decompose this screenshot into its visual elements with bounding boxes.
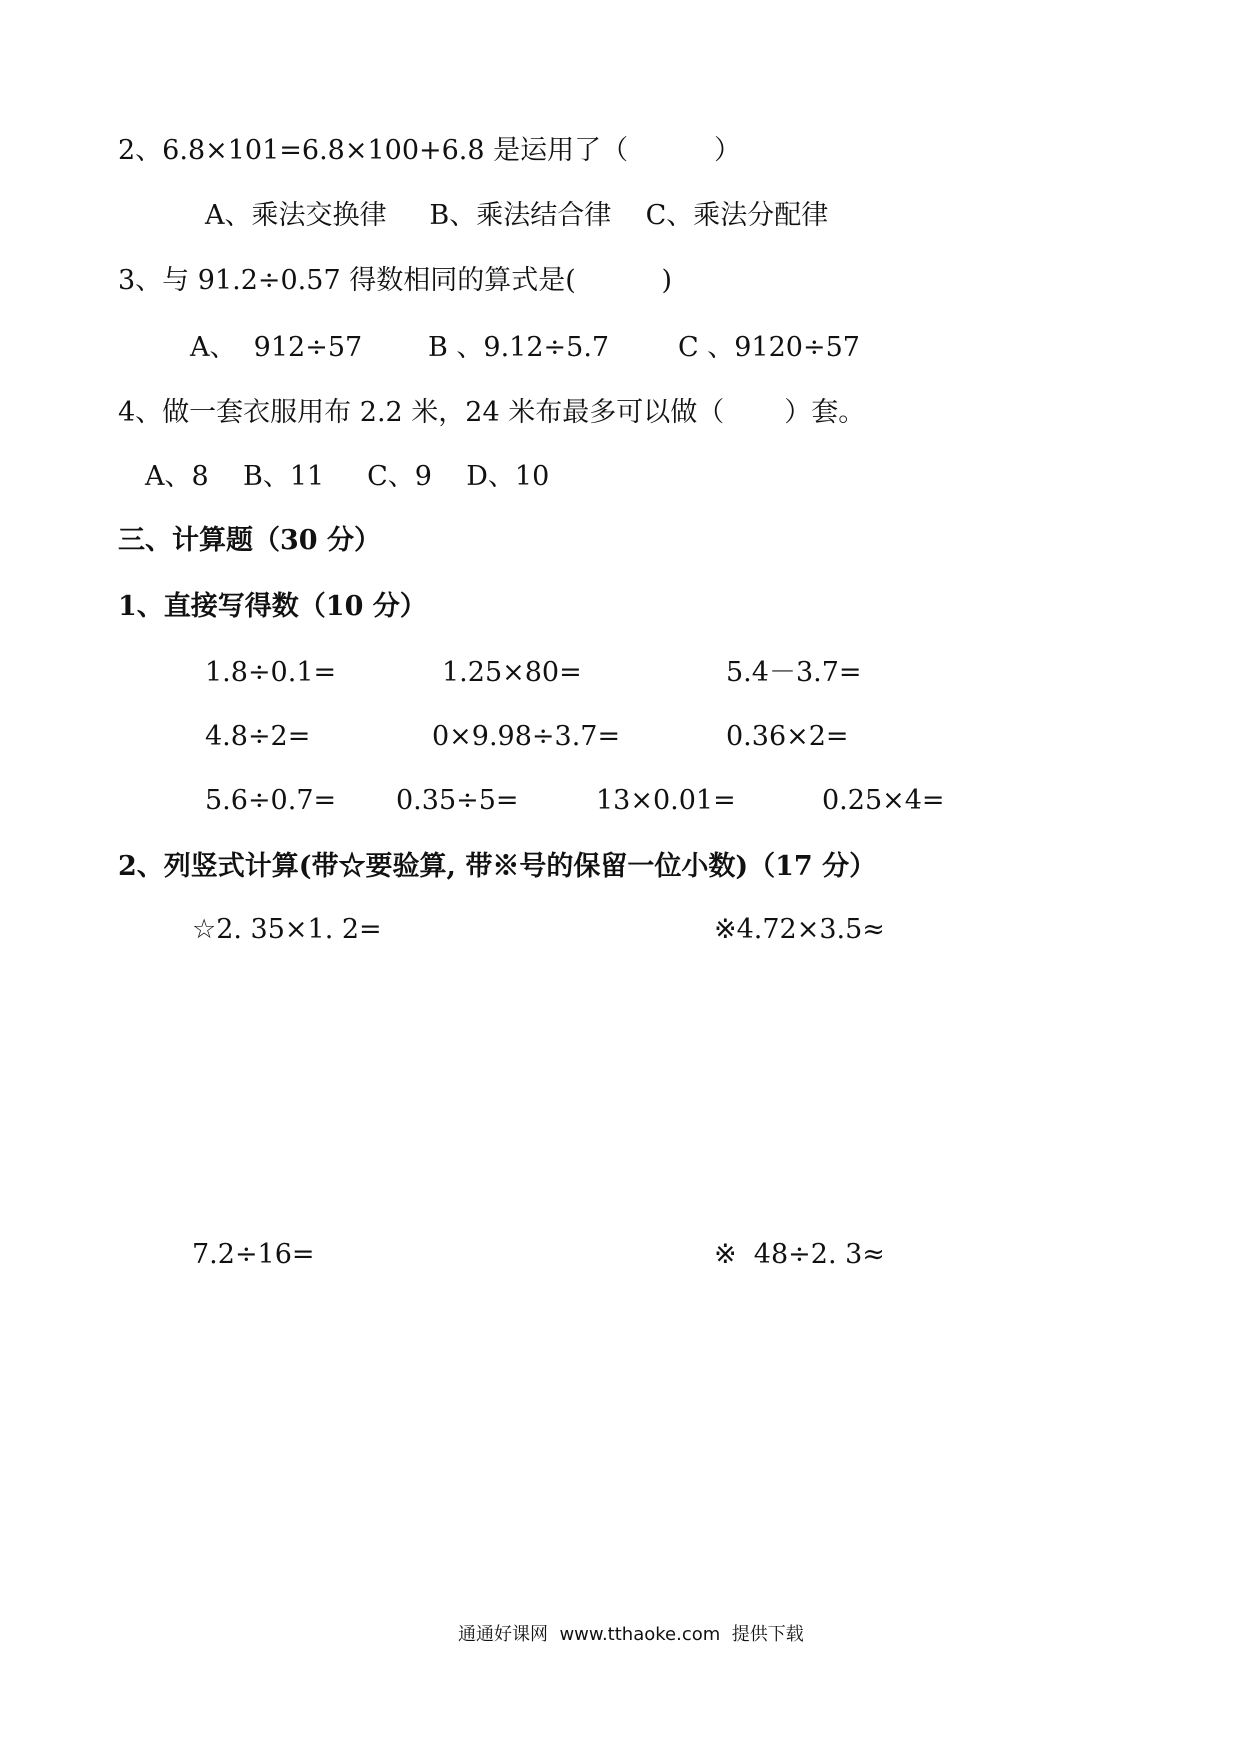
part-2-title: 2、列竖式计算(带☆要验算, 带※号的保留一位小数)（17 分） bbox=[118, 851, 877, 882]
question-2-stem: 2、6.8×101=6.8×100+6.8 是运用了（ ） bbox=[118, 135, 741, 166]
part-1-title: 1、直接写得数（10 分） bbox=[118, 591, 427, 622]
question-3-option-c: C 、9120÷57 bbox=[678, 332, 860, 363]
vertical-calc-item: 7.2÷16= bbox=[192, 1239, 315, 1270]
mental-calc-item: 0.36×2= bbox=[726, 721, 849, 752]
mental-calc-item: 0×9.98÷3.7= bbox=[432, 721, 621, 752]
mental-calc-item: 13×0.01= bbox=[596, 785, 736, 816]
mental-calc-item: 5.4－3.7= bbox=[726, 657, 862, 688]
mental-calc-item: 1.25×80= bbox=[442, 657, 582, 688]
mental-calc-item: 0.25×4= bbox=[822, 785, 945, 816]
page-footer: 通通好课网 www.tthaoke.com 提供下载 bbox=[458, 1624, 804, 1645]
mental-calc-item: 0.35÷5= bbox=[396, 785, 519, 816]
question-2-options: A、乘法交换律 B、乘法结合律 C、乘法分配律 bbox=[205, 200, 829, 231]
question-3-stem: 3、与 91.2÷0.57 得数相同的算式是( ) bbox=[118, 265, 673, 296]
mental-calc-item: 1.8÷0.1= bbox=[205, 657, 337, 688]
question-4-stem: 4、做一套衣服用布 2.2 米，24 米布最多可以做（ ）套。 bbox=[118, 397, 866, 428]
question-4-options: A、8 B、11 C、9 D、10 bbox=[145, 461, 550, 492]
section-3-title: 三、计算题（30 分） bbox=[118, 525, 381, 556]
question-3-option-a: A、 912÷57 bbox=[190, 332, 363, 363]
mental-calc-item: 4.8÷2= bbox=[205, 721, 311, 752]
vertical-calc-item: ☆2. 35×1. 2= bbox=[192, 914, 382, 945]
vertical-calc-item: ※4.72×3.5≈ bbox=[714, 914, 885, 945]
mental-calc-item: 5.6÷0.7= bbox=[205, 785, 337, 816]
vertical-calc-item: ※ 48÷2. 3≈ bbox=[714, 1239, 885, 1270]
question-3-option-b: B 、9.12÷5.7 bbox=[428, 332, 610, 363]
